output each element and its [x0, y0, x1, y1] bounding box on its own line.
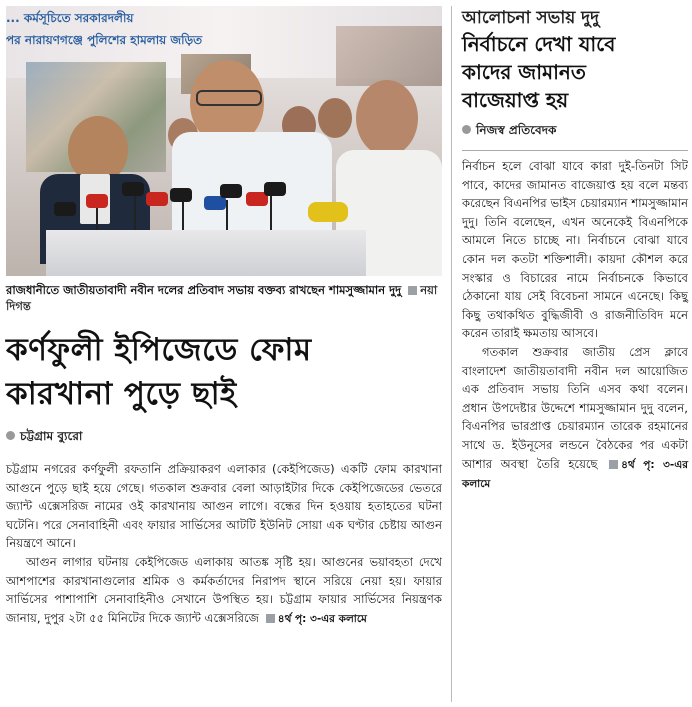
story1-continued-text: ৪র্থ পৃ: ৩-এর কলামে [277, 612, 367, 625]
microphone-icon [204, 196, 226, 210]
podium [46, 230, 366, 276]
microphone-icon [220, 184, 242, 198]
story2-reporter: নিজস্ব প্রতিবেদক [476, 123, 557, 137]
story1-headline [6, 328, 442, 416]
story1-byline [6, 428, 442, 448]
person-head [356, 80, 418, 156]
photo-caption [6, 282, 442, 314]
story1-body [6, 460, 442, 628]
story2-headline-line: কাদের জামানত [462, 60, 586, 84]
story2-continued-text: ৪র্থ পৃ: ৩-এর কলামে [462, 458, 688, 491]
microphone-icon [54, 202, 76, 216]
story2-byline [462, 122, 688, 142]
square-bullet-icon [266, 614, 275, 623]
person-head [318, 98, 352, 138]
banner-text-2: পর নারায়ণগঞ্জে পুলিশের হামলায় জড়িত [6, 33, 203, 47]
microphone-icon [170, 188, 192, 202]
square-bullet-icon [408, 286, 417, 295]
story1-reporter: চট্টগ্রাম ব্যুরো [20, 429, 83, 443]
story2-body [462, 157, 688, 494]
banner-text-1: ... কর্মসূচিতে সরকারদলীয় [6, 11, 134, 25]
microphone-icon [86, 194, 108, 208]
story2-paragraph: নির্বাচন হলে বোঝা যাবে কারা দুই-তিনটা সিট পাবে, কাদের জামানত বাজেয়াপ্ত হয় বলে মন্তব্য করেছেন বিএনপির ভাইস চেয়ারম্যান শামসুজ্জামান দুদু। তিনি বলেছেন, এখন অনেকেই বিএনপিকে আমলে নিতে চাচ্ছে না। নির্বাচনে বোঝা যাবে কোন দল কতটা শক্তিশালী। কায়দা কৌশল করে সংস্কার ও বিচারের নামে নির্বাচনকে কিভাবে ঠেকানো যায় সেই বিবেচনা সামনে এনেছে। কিছু কিছু তথাকথিত বুদ্ধিজীবী ও রাজনীতিবিদ মনে করেন তারাই ক্ষমতায় আসবে। [462, 159, 688, 341]
news-photo [6, 6, 442, 276]
story2-divider [462, 150, 688, 151]
microphone-icon [146, 192, 168, 206]
glasses-icon [196, 90, 262, 106]
story1-paragraph-text: আগুন লাগার ঘটনায় কেইপিজেড এলাকায় আতঙ্ক সৃষ্টি হয়। আগুনের ভয়াবহতা দেখে আশপাশের কারখানাগুলোর শ্রমিক ও কর্মকর্তাদের নিরাপদ স্থানে সরিয়ে নেয়া হয়। ফায়ার সার্ভিসের পাশাপাশি সেনাবাহিনীও সেখানে উপস্থিত হয়। চট্টগ্রাম ফায়ার সার্ভিসের নিয়ন্ত্রণক জানায়, দুপুর ২টা ৫৫ মিনিটের দিকে জ্যান্ট এক্সেসরিজে [6, 554, 442, 625]
story2-paragraph [462, 343, 688, 494]
story1-paragraph [6, 553, 442, 628]
photo-poster-right [336, 26, 442, 86]
story1-headline-line: কারখানা পুড়ে ছাই [6, 376, 237, 412]
story1-headline-line: কর্ণফুলী ইপিজেডে ফোম [6, 332, 312, 368]
story2-headline-line: বাজেয়াপ্ত হয় [462, 88, 569, 112]
bullet-icon [462, 125, 471, 134]
story1-paragraph: চট্টগ্রাম নগরের কর্ণফুলী রফতানি প্রক্রিয়াকরণ এলাকার (কেইপিজেড) একটি ফোম কারখানা আগুনে পুড়ে ছাই হয়ে গেছে। গতকাল শুক্রবার বেলা আড়াইটার দিকে কেইপিজেডের ভেতরে জ্যান্ট এক্সেসরিজ নামের ওই কারখানায় আগুন লাগে। বন্ধের দিন হওয়ায় হতাহতের ঘটনা ঘটেনি। পরে সেনাবাহিনী এবং ফায়ার সার্ভিসের আটটি ইউনিট সোয়া এক ঘণ্টার চেষ্টায় আগুন নিয়ন্ত্রণে আনে। [6, 462, 442, 551]
story2-kicker: আলোচনা সভায় দুদু [462, 8, 600, 28]
right-column [462, 6, 688, 706]
bullet-icon [6, 431, 15, 440]
column-divider [451, 6, 452, 702]
microphone-icon [264, 182, 286, 196]
story1-continued[interactable] [263, 613, 367, 625]
photo-credit: নয়া দিগন্ত [6, 283, 438, 313]
caption-text: রাজধানীতে জাতীয়তাবাদী নবীন দলের প্রতিবাদ সভায় বক্তব্য রাখছেন শামসুজ্জামান দুদু [6, 283, 402, 297]
microphone-icon [308, 202, 348, 222]
microphone-icon [122, 182, 144, 196]
story2-paragraph-text: গতকাল শুক্রবার জাতীয় প্রেস ক্লাবে বাংলাদেশ জাতীয়তাবাদী নবীন দল আয়োজিত এক প্রতিবাদ সভায় তিনি এসব কথা বলেন। প্রধান উপদেষ্টার উদ্দেশে শামসুজ্জামান দুদু বলেন, বিএনপির ভারপ্রাপ্ত চেয়ারম্যান তারেক রহমানের সাথে ড. ইউনূসের লন্ডনে বৈঠকের পর একটা আশার অবস্থা তৈরি হয়েছে [462, 344, 688, 471]
story2-headline-line: নির্বাচনে দেখা যাবে [462, 32, 616, 56]
left-column [6, 6, 442, 706]
square-bullet-icon [609, 460, 618, 469]
story2-headline [462, 30, 688, 114]
